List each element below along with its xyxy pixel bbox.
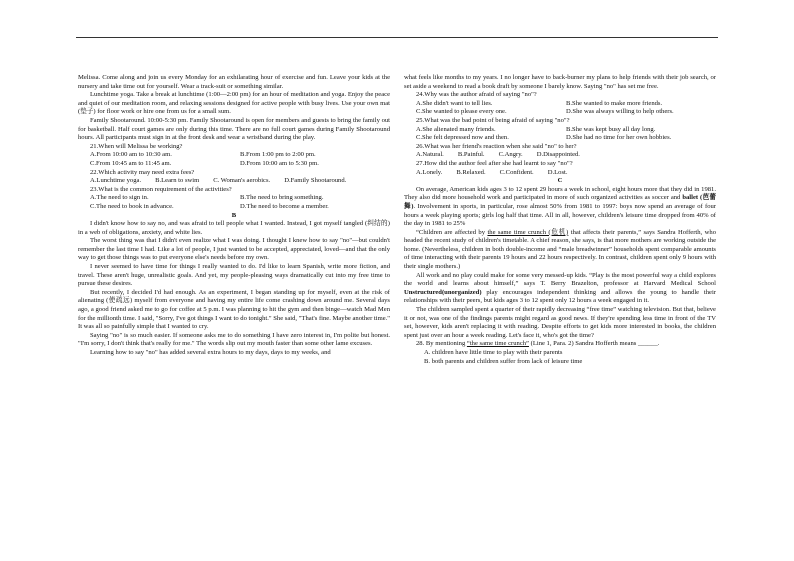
text-run: play encourages independent thinking and allows the young to handle their relationships with their peers, but kids ages 3 to 12 spent only 12 hours a week engaged in it. [404,288,716,305]
option-a: A.Lunchtime yoga. [90,177,142,185]
bold-term: Unstructured(unorganized) [404,288,482,296]
question-21: 21.When will Melissa be working? [90,142,183,150]
section-b-heading: B [231,211,237,219]
text-run: All work and no play could make for some very messed-up kids. “Play is the most powerful way a child explores the world and learns about himself,” says T. Berry Brazelton, professor at Harvard Medical School [404,271,716,288]
passage-b-paragraph: Learning how to say "no" has added several extra hours to my days, days to my weeks, and [90,349,331,356]
right-column [404,74,716,366]
question-26-options [404,151,716,160]
option-d: D.She was always willing to help others. [566,108,674,116]
header-rule [76,37,718,38]
option-b: B.She was kept busy all day long. [566,125,656,133]
option-a: A.Natural. [416,151,444,159]
passage-a-paragraph: Melissa. Come along and join us every Monday for an exhilarating hour of exercise and fun. Leave your kids at the nursery and take time out for yourself. Wear a track-suit or something similar. [78,74,390,90]
question-25-options [404,134,716,143]
option-c: C.She wanted to please every one. [416,108,507,116]
passage-c-paragraph [404,229,716,272]
option-b: B.She wanted to make more friends. [566,99,663,107]
underlined-phrase: “the same time crunch” [466,340,529,348]
section-c-heading: C [557,177,563,185]
option-a: A.The need to sign in. [90,194,149,202]
question-21-options [78,160,390,169]
question-23-options [78,194,390,203]
option-b: B.Learn to swim [155,177,200,185]
passage-b-paragraph: I never seemed to have time for things I really wanted to do. I'd like to learn Spanish, write more fiction, and travel. These aren't huge, unrealistic goals. And yet, my people-pleasing ways dramatically cut into my free time to pursue these desires. [78,263,390,288]
text-run: “Children are affected by [416,228,488,236]
option-c: C.The need to book in advance. [90,202,174,210]
option-a: A.She alienated many friends. [416,125,496,133]
passage-b-paragraph-continued: what feels like months to my years. I no longer have to back-burner my plans to help friends with their job search, or set aside a weekend to read a book draft by someone I barely know. Saying "no" has set me free. [404,74,716,90]
option-b: B.Painful. [457,151,485,159]
option-d: D.She had no time for her own hobbies. [566,134,672,142]
option-c: C.Angry. [498,151,523,159]
question-23-options [78,203,390,212]
passage-c-paragraph: The children sampled spent a quarter of their rapidly decreasing “free time” watching television. But that, believe it or not, was one of the findings parents might regard as good news. If they're spending less time in front of the TV set, however, kids aren't replacing it with reading. Despite efforts to get kids more interested in books, the children spent just over an hour a week reading. Let's face it, who's got the time? [404,306,716,339]
passage-a-paragraph: Family Shootaround. 10:00-5:30 pm. Family Shootaround is open for members and guests to bring the family out for basketball. Half court games are only during this time. There are no full court games during Family Shootaround hours. All participants must sign in at the front desk and wear a wristband during the play. [78,116,390,142]
bold-term: ballet (芭蕾舞) [404,194,716,210]
question-28-option-b: B. both parents and children suffer from lack of leisure time [424,357,583,365]
option-d: D.Family Shootaround. [284,177,347,185]
question-27-options [404,169,716,178]
option-d: D.Disappointed. [536,151,580,159]
question-24-options [404,100,716,109]
text-run: 28. By mentioning [416,340,467,348]
underlined-phrase: the same time crunch (危机) [487,228,569,236]
passage-a-paragraph: Lunchtime yoga. Take a break at lunchtime (1:00—2:00 pm) for an hour of meditation and yoga. Enjoy the peace and quiet of our meditation room, and relaxing sessions designed for active people with busy lives. Use your own mat (垫子) for floor work or hire one from us for a small sum. [78,91,390,116]
question-24: 24.Why was the author afraid of saying "no"? [416,91,537,99]
passage-c-paragraph [404,186,716,229]
question-21-options [78,151,390,160]
text-run: (Line 1, Para. 2) Sandra Hofferth means ______. [528,340,660,348]
question-23: 23.What is the common requirement of the activities? [90,185,232,193]
text-run: On average, American kids ages 3 to 12 spent 29 hours a week in school, eight hours more that they did in 1981. They also did more household work and participated in more of such organized activities as soccer and [404,185,716,202]
option-c: C.She felt depressed now and then. [416,134,509,142]
option-d: D.From 10:00 am to 5:30 pm. [240,159,319,167]
passage-b-paragraph: The worst thing was that I didn't even realize what I was doing. I thought I knew how to say "no"—but couldn't remember the last time I had. Like a lot of people, I just wanted to be accepted, appreciated, loved—and that the only way to get those things was to put everyone else's needs before my own. [78,237,390,262]
question-22: 22.Which activity may need extra fees? [90,168,195,176]
option-a: A.From 10:00 am to 10:30 am. [90,151,172,159]
question-25: 25.What was the bad point of being afraid of saying "no"? [416,116,570,124]
passage-b-paragraph: But recently, I decided I'd had enough. As an experiment, I began standing up for myself, even at the risk of alienating (使疏远) myself from everyone and having my entire life come crashing down around me. Several days ago, a good friend asked me to go for coffee at 5 p.m. I was planning to hit the gym and then binge—watch Mad Men for the millionth time. I said, "Sorry, I've got things I want to do tonight." She said, "That's fine. Maybe another time." It was all so painfully simple that I wanted to cry. [78,288,390,331]
question-25-options [404,126,716,135]
option-a: A.She didn't want to tell lies. [416,99,493,107]
option-b: B.The need to bring something. [240,194,324,202]
left-column [78,74,390,358]
question-22-options [78,177,390,186]
question-27: 27.How did the author feel after she had learnt to say "no"? [416,159,573,167]
question-26: 26.What was her friend's reaction when she said "no" to her? [416,142,577,150]
option-d: D.Lost. [547,168,568,176]
option-d: D.The need to become a member. [240,202,329,210]
option-c: C. Woman's aerobics. [213,177,271,185]
option-b: B.From 1:00 pm to 2:00 pm. [240,151,316,159]
question-28-option-a: A. children have little time to play with their parents [424,349,563,356]
text-run: . Involvement in sports, in particular, rose almost 50% from 1981 to 1997: boys now spend an average of four hours a week playing sports; girls log half that time. All in all, however, children's leisure time dropped from 40% of the day in 1981 to 25% [404,202,716,228]
passage-b-paragraph: Saying "no" is so much easier. If someone asks me to do something I have zero interest in, I'm polite but honest. "I'm sorry, I don't think that's really for me." The words slip out my mouth faster than some other lame excuses. [78,331,390,348]
passage-c-paragraph [404,272,716,306]
text-run: that affects their parents,” says Sandra Hofferth, who headed the recent study of children's timetable. A chief reason, she says, is that more mothers are working outside the home. (Nevertheless, children in both double-income and “male breadwinner” households spent comparable amounts of time interacting with their parents 19 hours and 22 hours respectively. In contrast, children spent only 9 hours with their single mothers.) [404,228,716,271]
question-24-options [404,108,716,117]
option-c: C.From 10:45 am to 11:45 am. [90,159,172,167]
question-28 [404,340,716,349]
option-b: B.Relaxed. [456,168,486,176]
option-c: C.Confident. [499,168,534,176]
option-a: A.Lonely. [416,168,443,176]
passage-b-paragraph: I didn't know how to say no, and was afraid to tell people what I wanted. Instead, I got myself tangled (纠结的) in a web of obligations, anxiety, and white lies. [78,220,390,236]
